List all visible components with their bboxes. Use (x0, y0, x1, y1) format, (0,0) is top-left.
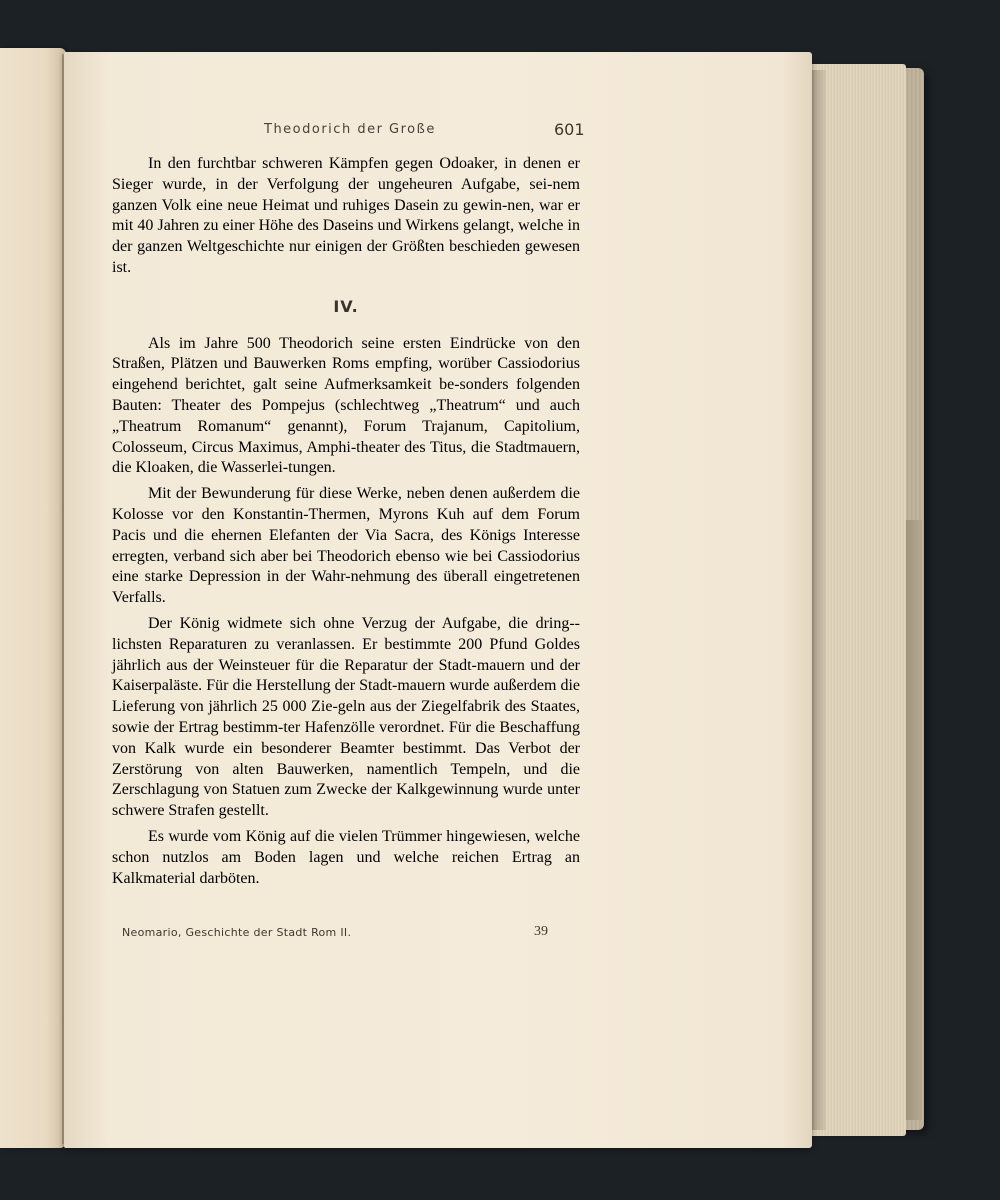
footer-signature: Neomario, Geschichte der Stadt Rom II. (122, 926, 352, 939)
footer-sheet-number: 39 (534, 924, 548, 939)
section-heading: IV. (333, 296, 359, 316)
running-head: Theodorich der Große (264, 122, 436, 137)
page-block-shadow (812, 70, 826, 1130)
page-number: 601 (554, 120, 585, 139)
left-facing-page (0, 48, 66, 1148)
paragraph: Der König widmete sich ohne Verzug der Aufgabe, die dring-lichsten Reparaturen zu veranlassen. Er bestimmte 200 Pfund Goldes jährlich aus der Weinsteuer für die Reparatur der Stadt-mauern und der Kaiserpaläste. Für die Herstellung der Stadt-mauern wurde außerdem die Lieferung von jährlich 25 000 Zie-geln aus der Ziegelfabrik des Staates, sowie der Ertrag bestimm-ter Hafenzölle verordnet. Für die Beschaffung von Kalk wurde ein besonderer Beamter bestimmt. Das Verbot der Zerstörung von alten Bauwerken, namentlich Tempeln, und die Zerschlagung von Statuen zum Zwecke der Kalkgewinnung wurde unter schwere Strafen gestellt. (112, 614, 580, 820)
paragraph: Mit der Bewunderung für diese Werke, neben denen außerdem die Kolosse vor den Konstantin-Thermen, Myrons Kuh auf dem Forum Pacis und die ehernen Elefanten der Via Sacra, des Königs Interesse erregten, verband sich aber bei Theodorich ebenso wie bei Cassiodorius eine starke Depression in der Wahr-nehmung des überall eingetretenen Verfalls. (112, 485, 580, 607)
body-text (112, 154, 580, 889)
paragraph: In den furchtbar schweren Kämpfen gegen Odoaker, in denen er Sieger wurde, in der Verfolgung der ungeheuren Aufgabe, sei-nem ganzen Volk eine neue Heimat und ruhiges Dasein zu gewin-nen, war er mit 40 Jahren zu einer Höhe des Daseins und Wirkens gelangt, welche in der ganzen Weltgeschichte nur einigen der Größten beschieden gewesen ist. (112, 155, 580, 276)
paragraph: Es wurde vom König auf die vielen Trümmer hingewiesen, welche schon nutzlos am Boden lagen und welche reichen Ertrag an Kalkmaterial darböten. (112, 827, 580, 887)
paragraph: Als im Jahre 500 Theodorich seine ersten Eindrücke von den Straßen, Plätzen und Bauwerken Roms empfing, worüber Cassiodorius eingehend berichtet, galt seine Aufmerksamkeit be-sonders folgenden Bauten: Theater des Pompejus (schlechtweg „Theatrum“ und auch „Theatrum Romanum“ genannt), Forum Trajanum, Capitolium, Colosseum, Circus Maximus, Amphi-theater des Titus, die Stadtmauern, die Kloaken, die Wasserlei-tungen. (112, 334, 580, 477)
